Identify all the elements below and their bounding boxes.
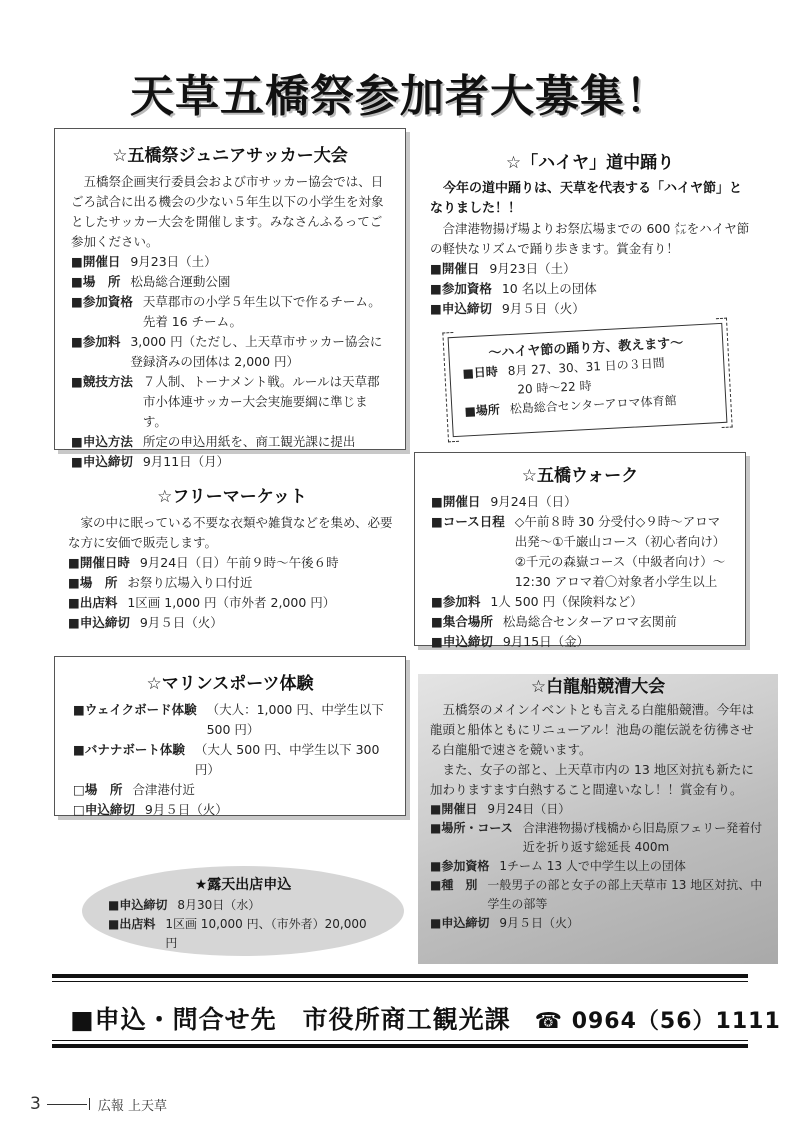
list-item xyxy=(430,914,766,933)
item-key: 集合場所 xyxy=(442,614,493,629)
item-key: 申込締切 xyxy=(441,301,492,316)
list-item xyxy=(430,279,750,299)
list-item xyxy=(73,740,387,780)
item-value: 所定の申込用紙を、商工観光課に提出 xyxy=(142,434,356,449)
list-item xyxy=(68,593,396,613)
list-item xyxy=(431,512,729,592)
list-item xyxy=(71,292,389,332)
dragon-list xyxy=(430,800,766,933)
bullet-icon: ■ xyxy=(430,301,442,316)
item-value: 8月 27、30、31 日の３日間 xyxy=(507,355,666,379)
item-value: 1チーム 13 人で中学生以上の団体 xyxy=(499,859,686,873)
item-label xyxy=(464,401,500,422)
item-key: 開催日 xyxy=(442,494,481,509)
flea-section xyxy=(62,482,402,633)
item-label xyxy=(431,632,493,652)
item-key: 参加料 xyxy=(442,594,481,609)
item-value: （大人：1,000 円、中学生以下 500 円） xyxy=(206,702,384,737)
bullet-icon: ■ xyxy=(464,403,477,419)
outdoor-heading: ★露天出店申込 xyxy=(194,877,292,893)
bullet-icon: ■ xyxy=(431,514,443,529)
haiya-lesson-heading: ～ハイヤ節の踊り方、教えます～ xyxy=(488,335,684,362)
bullet-icon: ■ xyxy=(430,821,442,835)
bullet-icon: □ xyxy=(73,802,85,817)
item-key: 申込締切 xyxy=(441,916,490,930)
bullet-icon: ■ xyxy=(431,494,443,509)
item-key: 申込締切 xyxy=(442,634,493,649)
list-item xyxy=(68,613,396,633)
bullet-icon: ■ xyxy=(430,916,442,930)
item-key: バナナボート体験 xyxy=(84,742,185,757)
item-value: 9月23日（土） xyxy=(130,254,217,269)
item-label xyxy=(430,279,492,299)
item-value: 10 名以上の団体 xyxy=(501,281,597,296)
item-label xyxy=(71,452,133,472)
soccer-intro: 五橋祭企画実行委員会および市サッカー協会では、日ごろ試合に出る機会の少ない５年生以下の小学生を対象としたサッカー大会を開催します。みなさんふるってご参加ください。 xyxy=(71,174,384,249)
item-value: 9月24日（日） xyxy=(490,494,577,509)
item-value: 8月30日（水） xyxy=(177,898,261,912)
bullet-icon: ■ xyxy=(68,595,80,610)
item-value: 9月11日（月） xyxy=(142,454,230,469)
item-label xyxy=(68,573,117,593)
list-item xyxy=(71,332,389,372)
item-key: 参加資格 xyxy=(441,859,490,873)
item-key: ウェイクボード体験 xyxy=(84,702,197,717)
item-value: ◇午前８時 30 分受付◇９時～アロマ出発～①千巌山コース（初心者向け）②千元の森嶽コース（中級者向け）～12:30 アロマ着〇対象者小学生以上 xyxy=(514,514,726,589)
list-item xyxy=(431,632,729,652)
flea-heading: ☆フリーマーケット xyxy=(157,487,307,507)
contact-rule-top-thin xyxy=(52,981,748,982)
item-key: 申込締切 xyxy=(119,898,168,912)
bullet-icon: ■ xyxy=(462,365,475,381)
item-value: 1区画 1,000 円（市外者 2,000 円） xyxy=(127,595,336,610)
list-item xyxy=(108,915,378,953)
list-item xyxy=(430,857,766,876)
item-value: 松島総合センターアロマ体育館 xyxy=(509,393,677,417)
haiya-lead: 今年の道中踊りは、天草を代表する「ハイヤ節」となりました！！ xyxy=(430,181,743,216)
item-label xyxy=(463,381,508,402)
item-key: 参加料 xyxy=(82,334,121,349)
item-label xyxy=(71,252,120,272)
bullet-icon: □ xyxy=(73,782,85,797)
list-item xyxy=(108,896,378,915)
item-key: 申込締切 xyxy=(79,615,130,630)
item-key: 場 所 xyxy=(79,575,118,590)
item-value: 合津港物揚げ桟橋から旧島原フェリー発着付近を折り返す総延長 400m xyxy=(522,821,763,854)
item-label xyxy=(430,857,489,876)
list-item xyxy=(71,432,389,452)
outdoor-list xyxy=(108,896,378,953)
bullet-icon: ■ xyxy=(68,555,80,570)
bullet-icon: ■ xyxy=(68,615,80,630)
item-label xyxy=(73,780,122,800)
item-label xyxy=(71,372,133,432)
item-value: 9月５日（火） xyxy=(139,615,223,630)
item-label xyxy=(430,259,479,279)
bullet-icon: ■ xyxy=(68,575,80,590)
item-label xyxy=(430,800,477,819)
soccer-section xyxy=(54,128,406,469)
list-item xyxy=(430,876,766,914)
bullet-icon: ■ xyxy=(430,281,442,296)
contact-rule-bottom xyxy=(52,1044,748,1048)
item-key: 種 別 xyxy=(441,878,478,892)
item-key: 参加資格 xyxy=(441,281,492,296)
bullet-icon: ■ xyxy=(71,294,83,309)
item-label xyxy=(431,612,493,632)
list-item xyxy=(71,372,389,432)
item-label xyxy=(430,819,513,857)
item-label xyxy=(73,800,135,820)
item-key: 申込方法 xyxy=(82,434,133,449)
haiya-body: 合津港物揚げ場よりお祭広場までの 600 ㍍をハイヤ節の軽快なリズムで踊り歩きます。賞金有り！ xyxy=(430,221,750,256)
item-label xyxy=(68,593,117,613)
outdoor-stall-section xyxy=(82,866,404,956)
bullet-icon: ■ xyxy=(71,374,83,389)
item-value: 9月24日（日） xyxy=(487,802,571,816)
soccer-list xyxy=(71,252,389,472)
list-item xyxy=(71,452,389,472)
list-item xyxy=(68,553,396,573)
item-label xyxy=(71,432,133,452)
item-label xyxy=(68,613,130,633)
item-label xyxy=(68,553,130,573)
contact-rule-top xyxy=(52,974,748,978)
contact-rule-bottom-thin xyxy=(52,1040,748,1041)
item-value: 9月23日（土） xyxy=(489,261,576,276)
bullet-icon: ■ xyxy=(108,917,120,931)
list-item xyxy=(431,612,729,632)
item-key: 申込締切 xyxy=(84,802,135,817)
bullet-icon: ■ xyxy=(431,634,443,649)
item-key: 場所 xyxy=(475,402,501,418)
item-key: 開催日 xyxy=(441,802,478,816)
haiya-heading: ☆「ハイヤ」道中踊り xyxy=(505,153,675,173)
item-value: ７人制、トーナメント戦。ルールは天草郡市小体連サッカー大会実施要綱に準じます。 xyxy=(142,374,380,429)
item-label xyxy=(71,272,120,292)
item-value: お祭り広場入り口付近 xyxy=(127,575,253,590)
item-value: 一般男子の部と女子の部上天草市 13 地区対抗、中学生の部等 xyxy=(487,878,763,911)
list-item xyxy=(71,252,389,272)
item-value: 1人 500 円（保険料など） xyxy=(490,594,643,609)
item-key: 申込締切 xyxy=(82,454,133,469)
item-value: 20 時～22 時 xyxy=(517,378,592,397)
item-label xyxy=(462,363,498,384)
item-key: 開催日 xyxy=(82,254,121,269)
item-label xyxy=(431,492,480,512)
item-value: 松島総合運動公園 xyxy=(130,274,231,289)
item-key: コース日程 xyxy=(442,514,505,529)
item-label xyxy=(73,740,185,780)
bullet-icon: ■ xyxy=(73,702,85,717)
item-key: 開催日 xyxy=(441,261,480,276)
item-value: 合津港付近 xyxy=(132,782,195,797)
contact-tel: ☎ 0964（56）1111 xyxy=(534,1009,781,1034)
contact-line xyxy=(70,1000,781,1036)
item-value: 9月５日（火） xyxy=(499,916,579,930)
list-item xyxy=(73,700,387,740)
marine-heading: ☆マリンスポーツ体験 xyxy=(146,674,314,694)
walk-heading: ☆五橋ウォーク xyxy=(521,466,639,486)
item-value: 松島総合センターアロマ玄関前 xyxy=(502,614,677,629)
list-item xyxy=(431,492,729,512)
item-value: 3,000 円（ただし、上天草市サッカー協会に登録済みの団体は 2,000 円） xyxy=(130,334,383,369)
item-label xyxy=(71,332,120,372)
flea-intro: 家の中に眠っている不要な衣類や雑貨などを集め、必要な方に安価で販売します。 xyxy=(68,515,393,550)
dragon-boat-section xyxy=(418,674,778,964)
list-item xyxy=(73,800,387,820)
item-key: 日時 xyxy=(473,364,499,380)
list-item xyxy=(71,272,389,292)
marine-section xyxy=(54,656,406,816)
item-value: 9月15日（金） xyxy=(502,634,590,649)
item-value: （大人 500 円、中学生以下 300 円） xyxy=(194,742,380,777)
bullet-icon: ■ xyxy=(431,594,443,609)
list-item xyxy=(431,592,729,612)
list-item xyxy=(68,573,396,593)
marine-list xyxy=(73,700,387,820)
item-label xyxy=(430,299,492,319)
walk-section xyxy=(414,452,746,649)
item-key: 出店料 xyxy=(79,595,118,610)
footer xyxy=(30,1094,167,1114)
item-value: 1区画 10,000 円、（市外者）20,000 円 xyxy=(165,917,367,950)
page-title: 天草五橋祭参加者大募集！ xyxy=(130,71,670,122)
item-key: 場 所 xyxy=(82,274,121,289)
bullet-icon: ■ xyxy=(108,898,120,912)
page-number: 3 xyxy=(30,1094,41,1114)
item-key: 出店料 xyxy=(119,917,156,931)
list-item xyxy=(430,800,766,819)
item-label xyxy=(430,876,477,914)
walk-list xyxy=(431,492,729,652)
item-key: 場 所 xyxy=(84,782,123,797)
item-key: 開催日時 xyxy=(79,555,130,570)
item-key: 参加資格 xyxy=(82,294,133,309)
item-value: 9月５日（火） xyxy=(144,802,228,817)
item-value: 9月24日（日）午前９時～午後６時 xyxy=(139,555,339,570)
list-item xyxy=(430,819,766,857)
contact-label: ■申込・問合せ先 市役所商工観光課 xyxy=(70,1005,511,1034)
bullet-icon: ■ xyxy=(71,334,83,349)
bullet-icon: ■ xyxy=(430,261,442,276)
bullet-icon: ■ xyxy=(430,878,442,892)
bullet-icon: ■ xyxy=(430,859,442,873)
item-label xyxy=(430,914,489,933)
list-item xyxy=(73,780,387,800)
item-key: 競技方法 xyxy=(82,374,133,389)
bullet-icon: ■ xyxy=(71,434,83,449)
item-value: 天草郡市の小学５年生以下で作るチーム。先着 16 チーム。 xyxy=(142,294,381,329)
item-label xyxy=(108,915,155,953)
bullet-icon: ■ xyxy=(73,742,85,757)
item-label xyxy=(71,292,133,332)
haiya-lesson-list xyxy=(462,352,714,422)
haiya-section xyxy=(420,148,760,319)
dragon-intro-2: また、女子の部と、上天草市内の 13 地区対抗も新たに加わりますます白熱すること間違いなし！！賞金有り。 xyxy=(430,762,754,797)
item-label xyxy=(73,700,197,740)
dragon-intro-1: 五橋祭のメインイベントとも言える白龍船競漕。今年は龍頭と船体ともにリニューアル！池島の龍伝説を彷彿させる白龍船で速さを競います。 xyxy=(430,702,755,757)
bullet-icon: ■ xyxy=(71,254,83,269)
item-key: 場所・コース xyxy=(441,821,513,835)
bullet-icon: ■ xyxy=(71,454,83,469)
item-label xyxy=(431,592,480,612)
item-label xyxy=(431,512,505,592)
dragon-heading: ☆白龍船競漕大会 xyxy=(530,677,666,697)
flea-list xyxy=(68,553,396,633)
soccer-heading: ☆五橋祭ジュニアサッカー大会 xyxy=(112,146,348,166)
haiya-list xyxy=(430,259,750,319)
footer-line xyxy=(47,1104,87,1105)
bullet-icon: ■ xyxy=(431,614,443,629)
list-item xyxy=(430,299,750,319)
item-value: 9月５日（火） xyxy=(501,301,585,316)
bullet-icon: ■ xyxy=(430,802,442,816)
list-item xyxy=(430,259,750,279)
footer-publication: 広報 上天草 xyxy=(97,1098,167,1114)
haiya-lesson-box xyxy=(448,323,728,437)
bullet-icon: ■ xyxy=(71,274,83,289)
item-label xyxy=(108,896,167,915)
footer-tick xyxy=(89,1098,90,1110)
